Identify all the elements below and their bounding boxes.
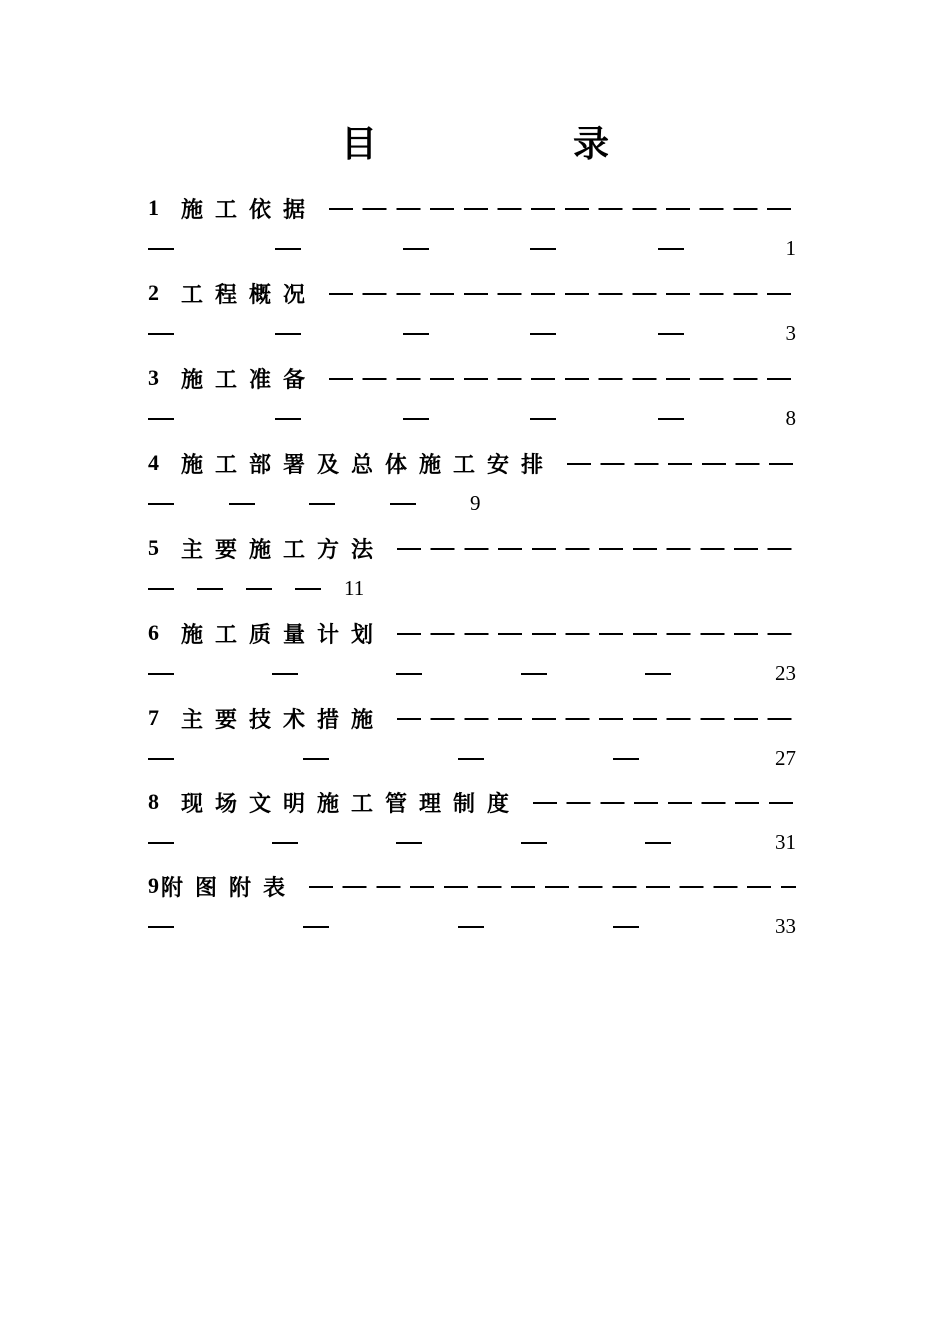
entry-label[interactable]: 主要施工方法 <box>181 537 386 563</box>
toc-entry-continuation <box>148 738 796 778</box>
entry-number: 4 <box>148 450 159 475</box>
dot-leader <box>329 293 796 295</box>
leader-dash <box>272 673 298 675</box>
toc-entry-3[interactable] <box>148 358 796 443</box>
entry-page-number: 33 <box>775 914 796 938</box>
toc-entry-continuation <box>148 906 796 946</box>
toc-entry-1[interactable] <box>148 188 796 273</box>
toc-entry-line <box>148 613 796 653</box>
entry-number: 6 <box>148 620 159 645</box>
leader-dash <box>148 418 174 420</box>
entry-number: 8 <box>148 789 159 814</box>
leader-dash <box>148 248 174 250</box>
entry-label[interactable]: 工程概况 <box>181 282 318 308</box>
entry-number: 7 <box>148 705 159 730</box>
entry-number: 5 <box>148 535 159 560</box>
leader-dash <box>645 673 671 675</box>
toc-entry-8[interactable] <box>148 782 796 867</box>
toc-entry-line <box>148 782 796 822</box>
entry-label[interactable]: 施工部署及总体施工安排 <box>181 452 556 478</box>
toc-entry-line <box>148 698 796 738</box>
leader-dash <box>303 926 329 928</box>
leader-dash <box>309 503 335 505</box>
dot-leader <box>397 718 796 720</box>
entry-label[interactable]: 施工准备 <box>181 367 318 393</box>
entry-page-number: 11 <box>344 576 365 600</box>
toc-title: 目 录 <box>340 123 689 165</box>
leader-dash <box>275 333 301 335</box>
dot-leader <box>567 463 796 465</box>
leader-dash <box>272 842 298 844</box>
leader-dash <box>246 588 272 590</box>
leader-dash <box>229 503 255 505</box>
leader-dash <box>658 418 684 420</box>
leader-dash <box>148 503 174 505</box>
dot-leader <box>397 633 796 635</box>
leader-dash <box>148 842 174 844</box>
dot-leader <box>309 886 796 888</box>
entry-label[interactable]: 施工质量计划 <box>181 622 386 648</box>
entry-page-number: 9 <box>470 491 481 515</box>
leader-dash <box>275 418 301 420</box>
leader-dash <box>521 673 547 675</box>
toc-entry-continuation <box>148 568 796 608</box>
leader-dash <box>148 673 174 675</box>
toc-entry-5[interactable] <box>148 528 796 613</box>
leader-dash <box>658 333 684 335</box>
entry-label[interactable]: 主要技术措施 <box>181 707 386 733</box>
toc-entry-9[interactable] <box>148 866 796 951</box>
toc-entry-4[interactable] <box>148 443 796 528</box>
leader-dash <box>613 926 639 928</box>
entry-page-number: 3 <box>785 321 796 345</box>
entry-page-number: 8 <box>785 406 796 430</box>
entry-number: 2 <box>148 280 159 305</box>
toc-entry-continuation <box>148 228 796 268</box>
entry-label[interactable]: 现场文明施工管理制度 <box>181 791 522 817</box>
dot-leader <box>329 378 796 380</box>
leader-dash <box>390 503 416 505</box>
leader-dash <box>197 588 223 590</box>
entry-number: 9 <box>148 873 159 898</box>
toc-entry-6[interactable] <box>148 613 796 698</box>
entry-page-number: 1 <box>785 236 796 260</box>
leader-dash <box>403 418 429 420</box>
dot-leader <box>397 548 796 550</box>
leader-dash <box>530 418 556 420</box>
leader-dash <box>521 842 547 844</box>
toc-entry-line <box>148 188 796 228</box>
leader-dash <box>403 333 429 335</box>
entry-page-number: 23 <box>775 661 796 685</box>
toc-entry-line <box>148 866 796 906</box>
toc-entry-continuation <box>148 313 796 353</box>
toc-entry-line <box>148 528 796 568</box>
leader-dash <box>613 758 639 760</box>
leader-dash <box>148 333 174 335</box>
leader-dash <box>295 588 321 590</box>
leader-dash <box>458 758 484 760</box>
toc-entry-2[interactable] <box>148 273 796 358</box>
entry-page-number: 31 <box>775 830 796 854</box>
toc-entry-continuation <box>148 822 796 862</box>
dot-leader <box>533 802 796 804</box>
toc-entry-line <box>148 273 796 313</box>
toc-entry-continuation <box>148 483 796 523</box>
toc-entry-line <box>148 358 796 398</box>
leader-dash <box>403 248 429 250</box>
entry-page-number: 27 <box>775 746 796 770</box>
leader-dash <box>275 248 301 250</box>
leader-dash <box>148 588 174 590</box>
leader-dash <box>148 758 174 760</box>
leader-dash <box>396 842 422 844</box>
entry-number: 1 <box>148 195 159 220</box>
entry-label[interactable]: 施工依据 <box>181 197 318 223</box>
leader-dash <box>148 926 174 928</box>
leader-dash <box>530 333 556 335</box>
leader-dash <box>530 248 556 250</box>
entry-number: 3 <box>148 365 159 390</box>
entry-label[interactable]: 附图附表 <box>161 875 298 901</box>
toc-entry-line <box>148 443 796 483</box>
leader-dash <box>645 842 671 844</box>
toc-entry-7[interactable] <box>148 698 796 783</box>
dot-leader <box>329 208 796 210</box>
leader-dash <box>303 758 329 760</box>
toc-entry-continuation <box>148 653 796 693</box>
toc-entry-continuation <box>148 398 796 438</box>
leader-dash <box>658 248 684 250</box>
leader-dash <box>458 926 484 928</box>
leader-dash <box>396 673 422 675</box>
